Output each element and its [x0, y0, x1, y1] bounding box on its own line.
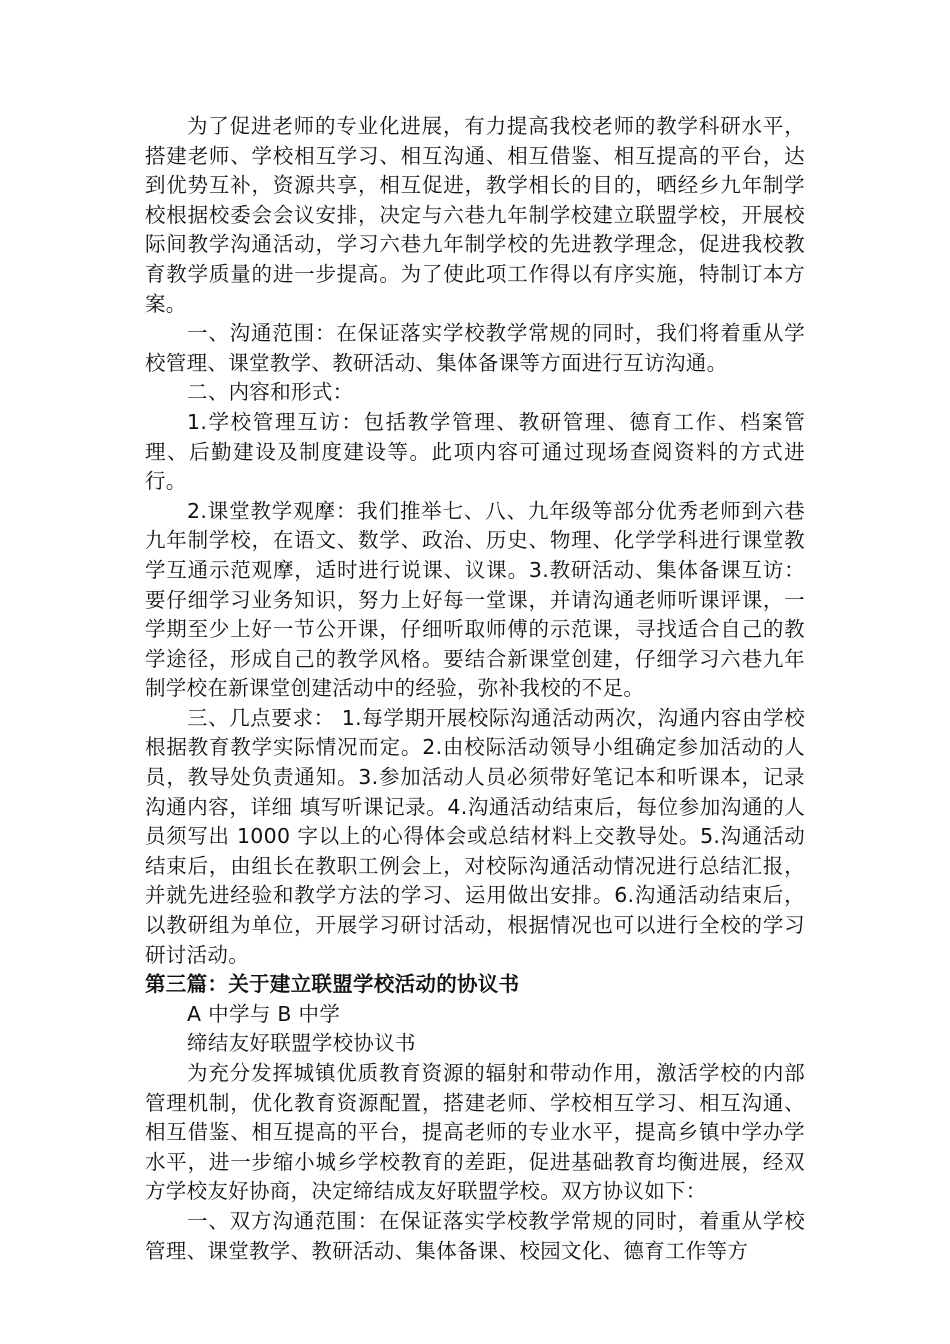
section-heading: 第三篇：关于建立联盟学校活动的协议书	[145, 972, 520, 997]
agreement-parties: A 中学与 B 中学	[187, 1001, 341, 1026]
paragraph-management-visit: 1.学校管理互访：包括教学管理、教研管理、德育工作、档案管理、后勤建设及制度建设等。此项内容可通过现场查阅资料的方式进行。	[145, 409, 805, 494]
paragraph-intro: 为了促进老师的专业化进展，有力提高我校老师的教学科研水平，搭建老师、学校相互学习、相互沟通、相互借鉴、相互提高的平台，达到优势互补，资源共享，相互促进，教学相长的目的，晒经乡九年制学校根据校委会会议安排，决定与六巷九年制学校建立联盟学校，开展校际间教学沟通活动，学习六巷九年制学校的先进教学理念，促进我校教育教学质量的进一步提高。为了使此项工作得以有序实施，特制订本方案。	[145, 114, 805, 316]
paragraph-classroom-observation: 2.课堂教学观摩：我们推举七、八、九年级等部分优秀老师到六巷九年制学校，在语文、数学、政治、历史、物理、化学学科进行课堂教学互通示范观摩，适时进行说课、议课。3.教研活动、集体备课互访：要仔细学习业务知识，努力上好每一堂课，并请沟通老师听课评课，一学期至少上好一节公开课，仔细听取师傅的示范课，寻找适合自己的教学途径，形成自己的教学风格。要结合新课堂创建，仔细学习六巷九年制学校在新课堂创建活动中的经验，弥补我校的不足。	[145, 498, 805, 701]
agreement-clause-1: 一、双方沟通范围：在保证落实学校教学常规的同时，着重从学校管理、课堂教学、教研活动、集体备课、校园文化、德育工作等方	[145, 1208, 805, 1263]
paragraph-requirements: 三、几点要求： 1.每学期开展校际沟通活动两次，沟通内容由学校根据教育教学实际情况而定。2.由校际活动领导小组确定参加活动的人员，教导处负责通知。3.参加活动人员必须带好笔记本和听课本，记录沟通内容，详细 填写听课记录。4.沟通活动结束后，每位参加沟通的人员须写出 1000 字以上的心得体会或总结材料上交教导处。5.沟通活动结束后，由组长在教职工例会上，对校际沟通活动情况进行总结汇报，并就先进经验和教学方法的学习、运用做出安排。6.沟通活动结束后，以教研组为单位，开展学习研讨活动，根据情况也可以进行全校的学习研讨活动。	[145, 705, 805, 967]
document-body	[145, 112, 805, 1266]
paragraph-content-form: 二、内容和形式：	[187, 380, 354, 405]
paragraph-scope: 一、沟通范围：在保证落实学校教学常规的同时，我们将着重从学校管理、课堂教学、教研活动、集体备课等方面进行互访沟通。	[145, 321, 805, 375]
agreement-title: 缔结友好联盟学校协议书	[187, 1031, 416, 1056]
agreement-intro: 为充分发挥城镇优质教育资源的辐射和带动作用，激活学校的内部管理机制，优化教育资源配置，搭建老师、学校相互学习、相互沟通、相互借鉴、相互提高的平台，提高老师的专业水平，提高乡镇中学办学水平，进一步缩小城乡学校教育的差距，促进基础教育均衡进展，经双方学校友好协商，决定缔结成友好联盟学校。双方协议如下：	[145, 1061, 805, 1204]
